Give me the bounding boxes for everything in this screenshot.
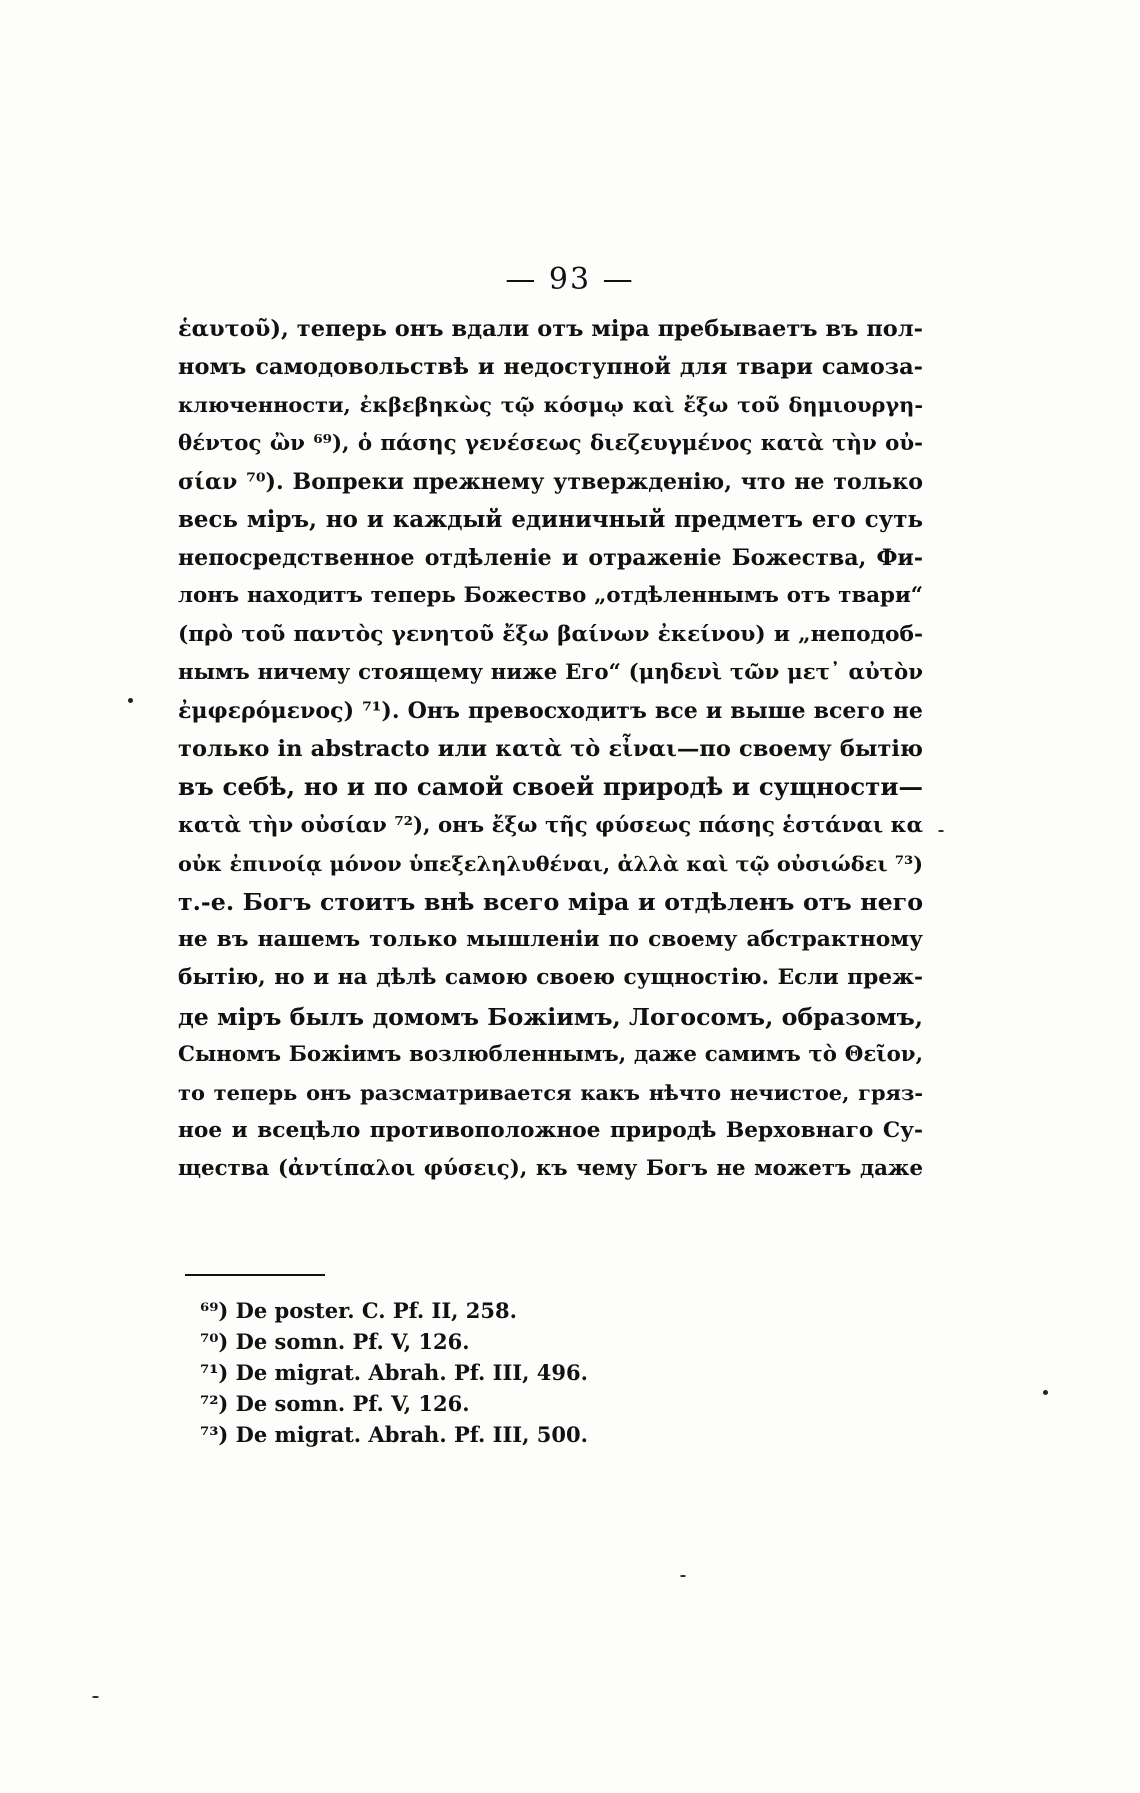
text-line: въ себѣ, но и по самой своей природѣ и сущности— bbox=[178, 772, 923, 802]
footnote: ⁷¹) De migrat. Abrah. Pf. III, 496. bbox=[200, 1360, 588, 1385]
text-line: θέντος ὢν ⁶⁹), ὁ πάσης γενέσεως διεζευγμένος κατὰ τὴν οὐ- bbox=[178, 430, 923, 456]
text-line: ное и всецѣло противоположное природѣ Верховнаго Су- bbox=[178, 1118, 923, 1144]
text-line: ἐμφερόμενος) ⁷¹). Онъ превосходитъ все и выше всего не bbox=[178, 698, 923, 725]
scan-speck bbox=[92, 1696, 99, 1698]
footnote: ⁷³) De migrat. Abrah. Pf. III, 500. bbox=[200, 1422, 588, 1447]
footnotes bbox=[200, 1295, 800, 1450]
text-line: σίαν ⁷⁰). Вопреки прежнему утвержденію, что не только bbox=[178, 468, 923, 495]
footnote: ⁷⁰) De somn. Pf. V, 126. bbox=[200, 1329, 470, 1354]
main-text bbox=[178, 310, 923, 1189]
scan-speck bbox=[938, 830, 944, 832]
text-line: (πρὸ τοῦ παντὸς γενητοῦ ἔξω βαίνων ἐκείνου) и „неподоб- bbox=[178, 621, 923, 647]
scan-speck bbox=[680, 1575, 686, 1577]
text-line: номъ самодовольствѣ и недоступной для твари самоза- bbox=[178, 354, 923, 381]
text-line: ἑαυτοῦ), теперь онъ вдали отъ міра пребываетъ въ пол- bbox=[178, 316, 923, 342]
text-line: Сыномъ Божіимъ возлюбленнымъ, даже самимъ τὸ Θεῖον, bbox=[178, 1041, 923, 1067]
footnote-separator bbox=[185, 1274, 325, 1276]
text-line: де міръ былъ домомъ Божіимъ, Логосомъ, образомъ, bbox=[178, 1002, 923, 1031]
text-line: лонъ находитъ теперь Божество „отдѣленнымъ отъ твари“ bbox=[178, 583, 923, 609]
scan-speck bbox=[128, 698, 133, 703]
text-line: нымъ ничему стоящему ниже Его“ (μηδενὶ τῶν μετ᾽ αὐτὸν bbox=[178, 659, 923, 685]
text-line: κατὰ τὴν οὐσίαν ⁷²), онъ ἔξω τῆς φύσεως πάσης ἑστάναι κα bbox=[178, 812, 923, 838]
footnote: ⁶⁹) De poster. C. Pf. II, 258. bbox=[200, 1298, 517, 1323]
text-line: щества (ἀντίπαλοι φύσεις), къ чему Богъ не можетъ даже bbox=[178, 1156, 923, 1182]
text-line: т.-е. Богъ стоитъ внѣ всего міра и отдѣленъ отъ него bbox=[178, 888, 923, 917]
text-line: весь міръ, но и каждый единичный предметъ его суть bbox=[178, 506, 923, 534]
text-line: не въ нашемъ только мышленіи по своему абстрактному bbox=[178, 927, 923, 953]
text-line: непосредственное отдѣленіе и отраженіе Божества, Фи- bbox=[178, 545, 923, 572]
text-line: ключенности, ἐκβεβηκὼς τῷ κόσμῳ καὶ ἔξω τοῦ δημιουργη- bbox=[178, 392, 923, 418]
footnote: ⁷²) De somn. Pf. V, 126. bbox=[200, 1391, 470, 1416]
text-line: бытію, но и на дѣлѣ самою своею сущностію. Если преж- bbox=[178, 965, 923, 991]
scan-speck bbox=[1043, 1390, 1048, 1395]
text-line: то теперь онъ разсматривается какъ нѣчто нечистое, гряз- bbox=[178, 1080, 923, 1106]
text-line: οὐκ ἐπινοίᾳ μόνον ὑπεξεληλυθέναι, ἀλλὰ καὶ τῷ οὐσιώδει ⁷³) bbox=[178, 850, 923, 876]
text-line: только in abstracto или κατὰ τὸ εἶναι—по своему бытію bbox=[178, 736, 923, 763]
page-number: — 93 — bbox=[505, 262, 635, 297]
